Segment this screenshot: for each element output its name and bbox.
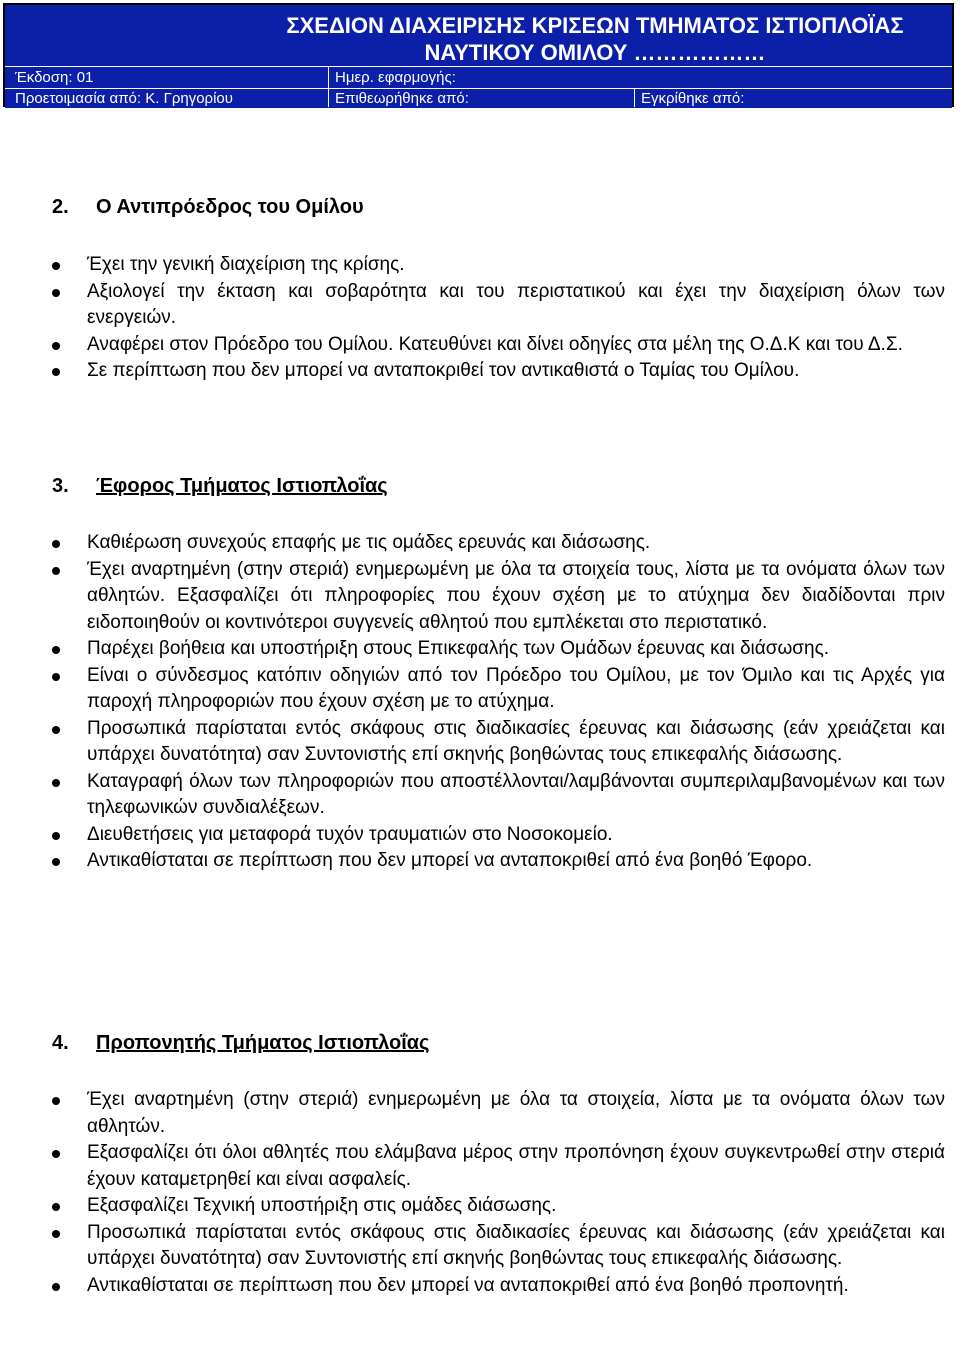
- bullet-icon: [52, 1283, 60, 1291]
- bullet-icon: [52, 1150, 60, 1158]
- bullet-icon: [52, 262, 60, 270]
- bullet-icon: [52, 540, 60, 548]
- list-item-text: Εξασφαλίζει ότι όλοι αθλητές που ελάμβανα μέρος στην προπόνηση έχουν συγκεντρωθεί στην στεριά έχουν καταμετρηθεί και είναι ασφαλείς.: [87, 1142, 945, 1190]
- header-banner: [5, 5, 952, 66]
- bullet-icon: [52, 1097, 60, 1105]
- application-date-label: Ημερ. εφαρμογής:: [335, 69, 456, 86]
- reviewed-by-label: Επιθεωρήθηκε από:: [335, 90, 469, 107]
- list-item-text: Παρέχει βοήθεια και υποστήριξη στους Επικεφαλής των Ομάδων έρευνας και διάσωσης.: [87, 638, 830, 659]
- header-row-edition: [5, 66, 952, 89]
- list-item-text: Διευθετήσεις για μεταφορά τυχόν τραυματιών στο Νοσοκομείο.: [87, 823, 613, 845]
- section-number: 4.: [52, 1032, 69, 1054]
- section-heading: [52, 475, 388, 498]
- list-item-text: Εξασφαλίζει Τεχνική υποστήριξη στις ομάδες διάσωσης.: [87, 1195, 557, 1216]
- list-item-text: Αντικαθίσταται σε περίπτωση που δεν μπορεί να ανταποκριθεί από ένα βοηθό προπονητή.: [87, 1274, 849, 1296]
- list-item: [0, 822, 945, 849]
- section-number: 3.: [52, 475, 69, 497]
- section-title: Έφορος Τμήματος Ιστιοπλοΐας: [96, 475, 388, 497]
- list-item: [0, 1220, 945, 1273]
- bullet-icon: [52, 779, 60, 787]
- list-item-text: Αξιολογεί την έκταση και σοβαρότητα και του περιστατικού και έχει την διαχείριση όλων των ενεργειών.: [87, 280, 945, 328]
- list-item: [0, 1273, 945, 1300]
- section-list: [0, 1087, 945, 1299]
- list-item: [0, 848, 945, 875]
- section-title: Προπονητής Τμήματος Ιστιοπλοΐας: [96, 1032, 430, 1054]
- list-item: [0, 279, 945, 332]
- bullet-icon: [52, 567, 60, 575]
- list-item-text: Προσωπικά παρίσταται εντός σκάφους στις διαδικασίες έρευνας και διάσωσης (εάν χρειάζεται και υπάρχει δυνατότητα) σαν Συντονιστής επί σκηνής βοηθώντας τους επικεφαλής διάσωσης.: [87, 1221, 945, 1269]
- list-item: [0, 530, 945, 557]
- list-item: [0, 663, 945, 716]
- bullet-icon: [52, 726, 60, 734]
- list-item: [0, 557, 945, 637]
- list-item-text: Έχει αναρτημένη (στην στεριά) ενημερωμένη με όλα τα στοιχεία τους, λίστα με τα ονόματα όλων των αθλητών. Εξασφαλίζει ότι πληροφορίες που έχουν σχέση με το ατύχημα δεν διαδίδονται πριν ειδοποιηθούν οι κοντινότεροι συγγενείς αθλητού που εμπλέκεται στο περιστατικό.: [87, 558, 945, 633]
- bullet-icon: [52, 1203, 60, 1211]
- section-list: [0, 530, 945, 875]
- list-item-text: Έχει αναρτημένη (στην στεριά) ενημερωμένη με όλα τα στοιχεία, λίστα με τα ονόματα όλων των αθλητών.: [87, 1089, 945, 1137]
- list-item: [0, 252, 945, 279]
- bullet-icon: [52, 1230, 60, 1238]
- header-title-line1: ΣΧΕΔΙΟΝ ΔΙΑΧΕΙΡΙΣΗΣ ΚΡΙΣΕΩΝ ΤΜΗΜΑΤΟΣ ΙΣΤΙΟΠΛΟΪΑΣ: [286, 13, 904, 38]
- list-item-text: Αναφέρει στον Πρόεδρο του Ομίλου. Κατευθύνει και δίνει οδηγίες στα μέλη της Ο.Δ.Κ και του Δ.Σ.: [87, 333, 903, 355]
- edition-label: Έκδοση: 01: [15, 69, 94, 86]
- header-row-approvals: [5, 88, 952, 108]
- bullet-icon: [52, 673, 60, 681]
- bullet-icon: [52, 646, 60, 654]
- bullet-icon: [52, 289, 60, 297]
- list-item-text: Έχει την γενική διαχείριση της κρίσης.: [87, 254, 405, 275]
- list-item: [0, 1140, 945, 1193]
- list-item-text: Καθιέρωση συνεχούς επαφής με τις ομάδες ερευνάς και διάσωσης.: [87, 532, 651, 553]
- bullet-icon: [52, 342, 60, 350]
- list-item-text: Αντικαθίσταται σε περίπτωση που δεν μπορεί να ανταποκριθεί από ένα βοηθό Έφορο.: [87, 850, 813, 871]
- approved-by-label: Εγκρίθηκε από:: [641, 90, 745, 107]
- document-header: [3, 3, 954, 107]
- list-item: [0, 1087, 945, 1140]
- bullet-icon: [52, 858, 60, 866]
- bullet-icon: [52, 368, 60, 376]
- header-title-line2: ΝΑΥΤΙΚΟΥ ΟΜΙΛΟΥ ………………: [424, 40, 766, 65]
- prepared-by-label: Προετοιμασία από: Κ. Γρηγορίου: [15, 90, 233, 107]
- section-heading: [52, 1032, 429, 1055]
- section-list: [0, 252, 945, 385]
- list-item: [0, 332, 945, 359]
- list-item: [0, 716, 945, 769]
- list-item-text: Σε περίπτωση που δεν μπορεί να ανταποκριθεί τον αντικαθιστά ο Ταμίας του Ομίλου.: [87, 360, 800, 381]
- list-item: [0, 769, 945, 822]
- list-item-text: Προσωπικά παρίσταται εντός σκάφους στις διαδικασίες έρευνας και διάσωσης (εάν χρειάζεται και υπάρχει δυνατότητα) σαν Συντονιστής επί σκηνής βοηθώντας τους επικεφαλής διάσωσης.: [87, 717, 945, 765]
- list-item: [0, 358, 945, 385]
- header-divider: [634, 88, 635, 107]
- list-item-text: Καταγραφή όλων των πληροφοριών που αποστέλλονται/λαμβάνονται συμπεριλαμβανομένων και των τηλεφωνικών συνδιαλέξεων.: [87, 770, 945, 818]
- bullet-icon: [52, 832, 60, 840]
- section-number: 2.: [52, 196, 69, 218]
- section-heading: [52, 196, 364, 219]
- header-divider: [328, 66, 329, 107]
- list-item: [0, 1193, 945, 1220]
- list-item-text: Είναι ο σύνδεσμος κατόπιν οδηγιών από τον Πρόεδρο του Ομίλου, με τον Όμιλο και τις Αρχές για παροχή πληροφοριών που έχουν σχέση με το ατύχημα.: [87, 664, 945, 712]
- list-item: [0, 636, 945, 663]
- section-title: Ο Αντιπρόεδρος του Ομίλου: [96, 196, 364, 218]
